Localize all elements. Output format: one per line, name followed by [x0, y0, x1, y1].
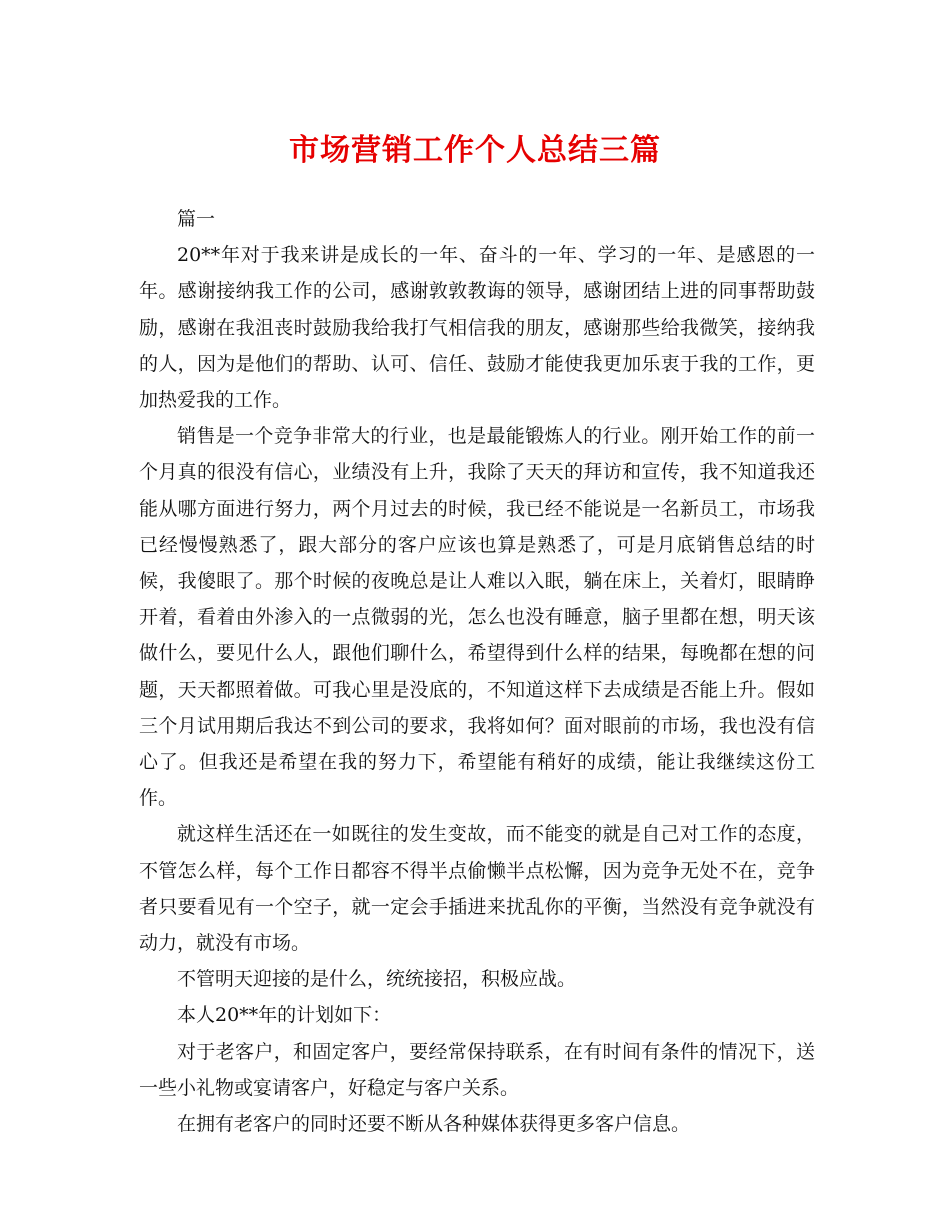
paragraph: 本人20**年的计划如下： [177, 1004, 392, 1027]
paragraph: 对于老客户，和固定客户，要经常保持联系，在有时间有条件的情况下，送一些小礼物或宴请客户，好稳定与客户关系。 [139, 1040, 815, 1099]
paragraph: 就这样生活还在一如既往的发生变故，而不能变的就是自己对工作的态度，不管怎么样，每个工作日都容不得半点偷懒半点松懈，因为竞争无处不在，竞争者只要看见有一个空子，就一定会手插进来扰乱你的平衡，当然没有竞争就没有动力，就没有市场。 [139, 823, 815, 955]
document-body [139, 201, 815, 1142]
paragraph-section-heading: 篇一 [177, 208, 216, 230]
paragraph: 20**年对于我来讲是成长的一年、奋斗的一年、学习的一年、是感恩的一年。感谢接纳我工作的公司，感谢敦敦教诲的领导，感谢团结上进的同事帮助鼓励，感谢在我沮丧时鼓励我给我打气相信我的朋友，感谢那些给我微笑，接纳我的人，因为是他们的帮助、认可、信任、鼓励才能使我更加乐衷于我的工作，更加热爱我的工作。 [139, 244, 815, 412]
paragraph: 销售是一个竞争非常大的行业，也是最能锻炼人的行业。刚开始工作的前一个月真的很没有信心，业绩没有上升，我除了天天的拜访和宣传，我不知道我还能从哪方面进行努力，两个月过去的时候，我已经不能说是一名新员工，市场我已经慢慢熟悉了，跟大部分的客户应该也算是熟悉了，可是月底销售总结的时候，我傻眼了。那个时候的夜晚总是让人难以入眠，躺在床上，关着灯，眼睛睁开着，看着由外渗入的一点微弱的光，怎么也没有睡意，脑子里都在想，明天该做什么，要见什么人，跟他们聊什么，希望得到什么样的结果，每晚都在想的问题，天天都照着做。可我心里是没底的，不知道这样下去成绩是否能上升。假如三个月试用期后我达不到公司的要求，我将如何？面对眼前的市场，我也没有信心了。但我还是希望在我的努力下，希望能有稍好的成绩，能让我继续这份工作。 [139, 425, 815, 810]
paragraph: 在拥有老客户的同时还要不断从各种媒体获得更多客户信息。 [177, 1113, 691, 1136]
document-title: 市场营销工作个人总结三篇 [289, 133, 661, 168]
paragraph: 不管明天迎接的是什么，统统接招，积极应战。 [177, 968, 577, 991]
